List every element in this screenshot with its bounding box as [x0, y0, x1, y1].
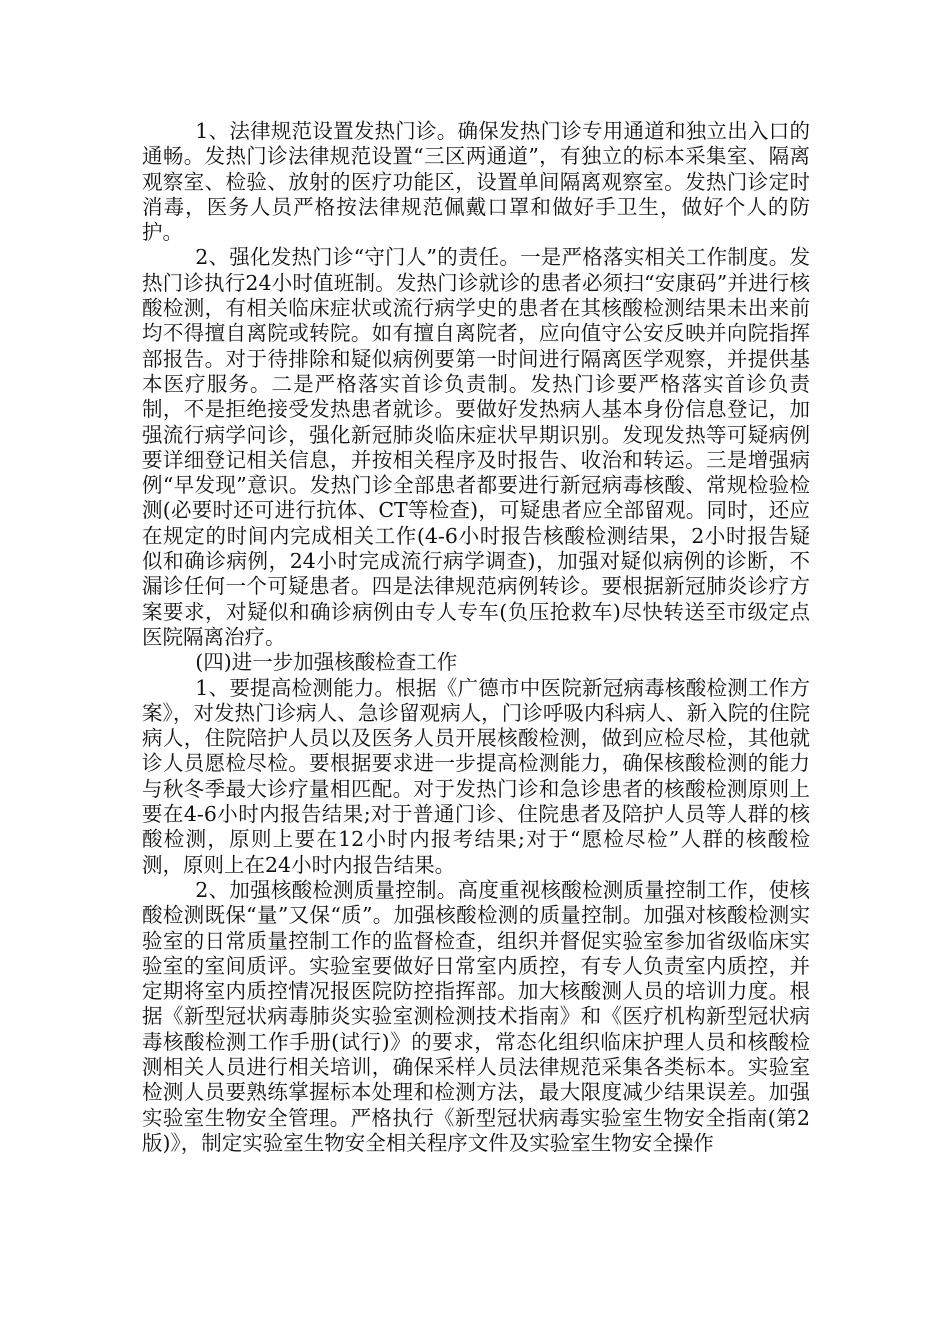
paragraph-fever-clinic-setup: 1、法律规范设置发热门诊。确保发热门诊专用通道和独立出入口的通畅。发热门诊法律规范设置“三区两通道”，有独立的标本采集室、隔离观察室、检验、放射的医疗功能区，设置单间隔离观察室。发热门诊定时消毒，医务人员严格按法律规范佩戴口罩和做好手卫生，做好个人的防护。 [142, 119, 810, 245]
section-heading-nucleic-acid: (四)进一步加强核酸检查工作 [195, 650, 458, 675]
document-body [142, 119, 810, 1156]
paragraph-quality-control: 2、加强核酸检测质量控制。高度重视核酸检测质量控制工作，使核酸检测既保“量”又保“质”。加强核酸检测的质量控制。加强对核酸检测实验室的日常质量控制工作的监督检查，组织并督促实验室参加省级临床实验室的室间质评。实验室要做好日常室内质控，有专人负责室内质控，并定期将室内质控情况报医院防控指挥部。加大核酸测人员的培训力度。根据《新型冠状病毒肺炎实验室测检测技术指南》和《医疗机构新型冠状病毒核酸检测工作手册(试行)》的要求，常态化组织临床护理人员和核酸检测相关人员进行相关培训，确保采样人员法律规范采集各类标本。实验室检测人员要熟练掌握标本处理和检测方法，最大限度减少结果误差。加强实验室生物安全管理。严格执行《新型冠状病毒实验室生物安全指南(第2版)》，制定实验室生物安全相关程序文件及实验室生物安全操作 [142, 877, 810, 1155]
paragraph-testing-capacity: 1、要提高检测能力。根据《广德市中医院新冠病毒核酸检测工作方案》，对发热门诊病人、急诊留观病人，门诊呼吸内科病人、新入院的住院病人，住院陪护人员以及医务人员开展核酸检测，做到应检尽检，其他就诊人员愿检尽检。要根据要求进一步提高检测能力，确保核酸检测的能力与秋冬季最大诊疗量相匹配。对于发热门诊和急诊患者的核酸检测原则上要在4-6小时内报告结果;对于普通门诊、住院患者及陪护人员等人群的核酸检测，原则上要在12小时内报考结果;对于“愿检尽检”人群的核酸检测，原则上在24小时内报告结果。 [142, 675, 810, 877]
paragraph-gatekeeper-responsibility: 2、强化发热门诊“守门人”的责任。一是严格落实相关工作制度。发热门诊执行24小时值班制。发热门诊就诊的患者必须扫“安康码”并进行核酸检测，有相关临床症状或流行病学史的患者在其核酸检测结果未出来前均不得擅自离院或转院。如有擅自离院者，应向值守公安反映并向院指挥部报告。对于待排除和疑似病例要第一时间进行隔离医学观察，并提供基本医疗服务。二是严格落实首诊负责制。发热门诊要严格落实首诊负责制，不是拒绝接受发热患者就诊。要做好发热病人基本身份信息登记，加强流行病学问诊，强化新冠肺炎临床症状早期识别。发现发热等可疑病例要详细登记相关信息，并按相关程序及时报告、收治和转运。三是增强病例“早发现”意识。发热门诊全部患者都要进行新冠病毒核酸、常规检验检测(必要时还可进行抗体、CT等检查)，可疑患者应全部留观。同时，还应在规定的时间内完成相关工作(4-6小时报告核酸检测结果，2小时报告疑似和确诊病例，24小时完成流行病学调查)，加强对疑似病例的诊断，不漏诊任何一个可疑患者。四是法律规范病例转诊。要根据新冠肺炎诊疗方案要求，对疑似和确诊病例由专人专车(负压抢救车)尽快转送至市级定点医院隔离治疗。 [142, 245, 810, 649]
